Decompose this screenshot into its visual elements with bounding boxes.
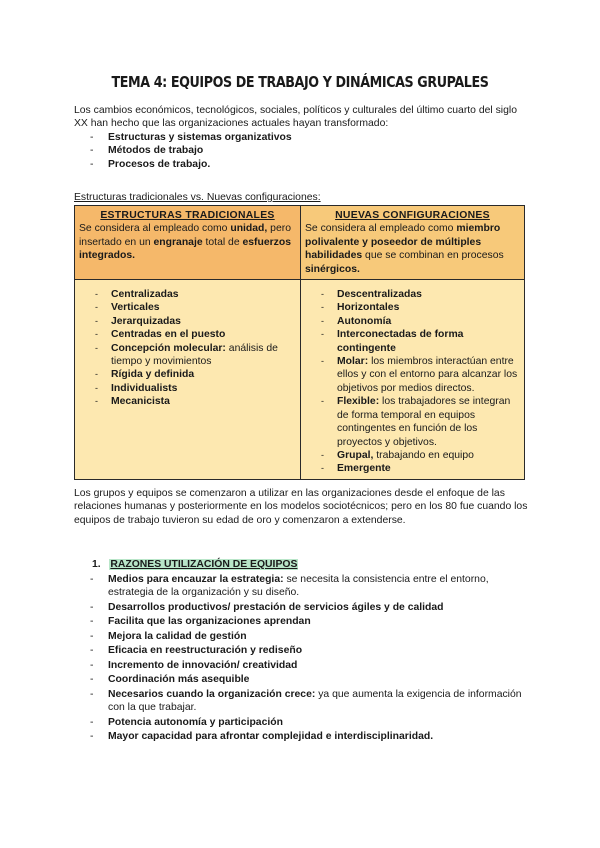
intro-list bbox=[74, 131, 528, 171]
page-title: TEMA 4: EQUIPOS DE TRABAJO Y DINÁMICAS GRUPALES bbox=[111, 73, 489, 91]
bold-text: Necesarios cuando la organización crece: bbox=[108, 688, 316, 700]
section-title: RAZONES UTILIZACIÓN DE EQUIPOS bbox=[110, 559, 298, 570]
bold-text: Interconectadas de forma contingente bbox=[337, 329, 464, 354]
comparison-subtitle: Estructuras tradicionales vs. Nuevas configuraciones: bbox=[74, 192, 321, 203]
bold-text: Eficacia en reestructuración y rediseño bbox=[108, 645, 303, 657]
intro-section bbox=[74, 104, 528, 171]
reasons-list-item bbox=[74, 730, 528, 743]
bold-text: miembro polivalente y poseedor de múltiples habilidades bbox=[305, 223, 501, 262]
new-config-list-item bbox=[305, 395, 520, 449]
new-config-list bbox=[305, 283, 520, 476]
new-config-list-item bbox=[305, 301, 520, 314]
bold-text: Verticales bbox=[111, 302, 160, 314]
traditional-list-item bbox=[79, 395, 296, 408]
traditional-description bbox=[79, 222, 296, 262]
bold-text: Potencia autonomía y participación bbox=[108, 716, 283, 728]
text-run: que se combinan en procesos bbox=[362, 250, 504, 262]
text-run: Se considera al empleado como bbox=[79, 223, 231, 235]
bold-text: sinérgicos. bbox=[305, 263, 360, 275]
bold-text: Mecanicista bbox=[111, 396, 170, 408]
reasons-list-item bbox=[74, 659, 528, 672]
bold-text: esfuerzos integrados. bbox=[79, 236, 291, 262]
comparison-body-row bbox=[75, 280, 525, 480]
traditional-list-item bbox=[79, 342, 296, 369]
intro-list-item: - Métodos de trabajo bbox=[74, 144, 528, 157]
bold-text: Mejora la calidad de gestión bbox=[108, 630, 247, 642]
comparison-header-row bbox=[75, 206, 525, 280]
bold-text: Coordinación más asequible bbox=[108, 674, 250, 686]
bold-text: Incremento de innovación/ creatividad bbox=[108, 659, 298, 671]
reasons-list-item bbox=[74, 615, 528, 628]
intro-list-item: - Estructuras y sistemas organizativos bbox=[74, 131, 528, 144]
bold-text: Concepción molecular: bbox=[111, 342, 226, 354]
bold-text: Individualists bbox=[111, 382, 178, 394]
bold-text: Centradas en el puesto bbox=[111, 329, 226, 341]
new-config-description bbox=[305, 222, 520, 276]
new-config-title: NUEVAS CONFIGURACIONES bbox=[335, 210, 490, 221]
text-run: Se considera al empleado como bbox=[305, 223, 457, 235]
bold-text: Horizontales bbox=[337, 302, 400, 314]
history-paragraph: Los grupos y equipos se comenzaron a utilizar en las organizaciones desde el enfoque de las relaciones humanas y posteriormente en los modelos sociotécnicos; pero en los 80 fue cuando los equipos de trabajo tuvieron su edad de oro y comenzaron a extenderse. bbox=[74, 488, 528, 526]
text-run: trabajando en equipo bbox=[373, 449, 474, 461]
new-config-list-item bbox=[305, 328, 520, 355]
new-config-list-item bbox=[305, 315, 520, 328]
bold-text: Desarrollos productivos/ prestación de servicios ágiles y de calidad bbox=[108, 601, 444, 613]
bold-text: Rígida y definida bbox=[111, 369, 195, 381]
bold-text: Medios para encauzar la estrategia: bbox=[108, 574, 284, 585]
text-run: total de bbox=[202, 236, 243, 248]
reasons-list bbox=[74, 573, 528, 745]
traditional-list-item bbox=[79, 328, 296, 341]
new-config-list-item bbox=[305, 449, 520, 462]
reasons-list-item bbox=[74, 716, 528, 729]
bold-text: Emergente bbox=[337, 463, 391, 475]
text-run: los miembros interactúan entre ellos y con el entorno para alcanzar los objetivos por medios directos. bbox=[337, 356, 518, 394]
text-run: se necesita la consistencia entre el entorno, estrategia de la organización y su diseño. bbox=[108, 574, 489, 599]
traditional-title: ESTRUCTURAS TRADICIONALES bbox=[100, 210, 275, 221]
intro-list-item: - Procesos de trabajo. bbox=[74, 158, 528, 171]
new-config-header-cell bbox=[301, 206, 525, 280]
bold-text: engranaje bbox=[153, 236, 203, 248]
bold-text: Flexible: bbox=[337, 396, 380, 408]
bold-text: Facilita que las organizaciones aprendan bbox=[108, 616, 311, 628]
bold-text: Jerarquizadas bbox=[111, 315, 181, 327]
traditional-list-item bbox=[79, 368, 296, 381]
reasons-list-item bbox=[74, 601, 528, 614]
text-run: los trabajadores se integran de forma temporal en equipos contingentes en función de los proyectos y objetivos. bbox=[337, 396, 511, 448]
bold-text: Grupal, bbox=[337, 449, 374, 461]
new-config-body-cell bbox=[301, 280, 525, 480]
new-config-list-item bbox=[305, 462, 520, 475]
bold-text: Autonomía bbox=[337, 315, 392, 327]
traditional-list-item bbox=[79, 288, 296, 301]
bold-text: Descentralizadas bbox=[337, 289, 422, 301]
traditional-list bbox=[79, 283, 296, 409]
reasons-list-item bbox=[74, 630, 528, 643]
reasons-list-item bbox=[74, 688, 528, 715]
intro-paragraph: Los cambios económicos, tecnológicos, sociales, políticos y culturales del último cuarto del siglo XX han hecho que las organizaciones actuales hayan transformado: bbox=[74, 105, 517, 130]
text-run: ya que aumenta la exigencia de información con la que trabajar. bbox=[108, 688, 522, 714]
reasons-list-item bbox=[74, 644, 528, 657]
traditional-list-item bbox=[79, 301, 296, 314]
bold-text: unidad, bbox=[230, 223, 268, 235]
reasons-list-item bbox=[74, 573, 528, 600]
bold-text: Centralizadas bbox=[111, 289, 179, 301]
text-run: pero insertado en un bbox=[79, 223, 291, 248]
text-run: análisis de tiempo y movimientos bbox=[111, 342, 278, 368]
bold-text: Mayor capacidad para afrontar complejidad e interdisciplinaridad. bbox=[108, 731, 434, 743]
new-config-list-item bbox=[305, 288, 520, 301]
reasons-list-item bbox=[74, 673, 528, 686]
traditional-header-cell bbox=[75, 206, 301, 280]
new-config-list-item bbox=[305, 355, 520, 395]
bold-text: Molar: bbox=[337, 356, 372, 368]
section-number: 1. bbox=[92, 559, 101, 570]
traditional-list-item bbox=[79, 315, 296, 328]
traditional-body-cell bbox=[75, 280, 301, 480]
traditional-list-item bbox=[79, 382, 296, 395]
section-heading bbox=[92, 558, 298, 571]
comparison-table bbox=[74, 205, 525, 480]
